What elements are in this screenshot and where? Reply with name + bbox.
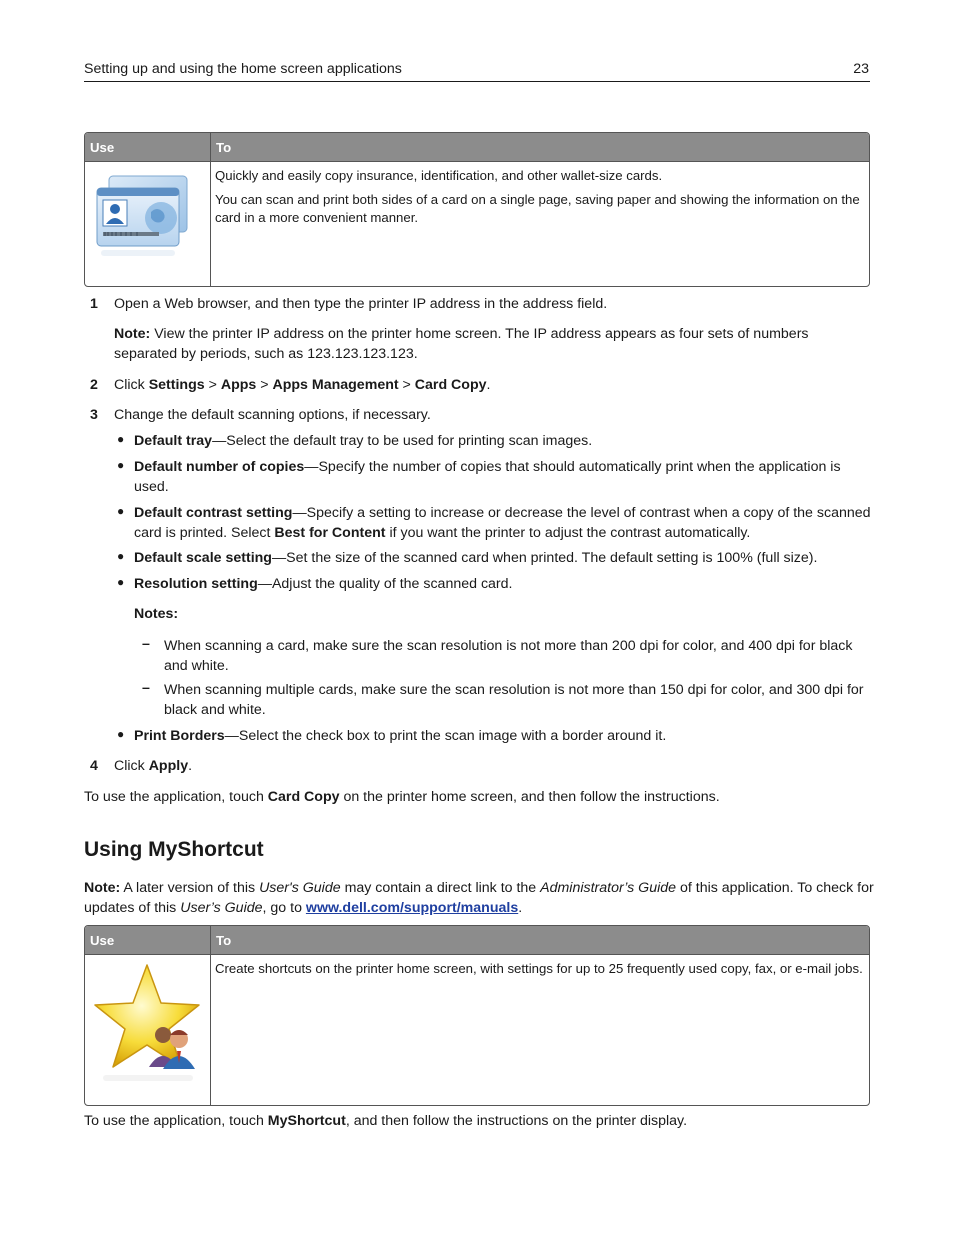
option-text: —Set the size of the scanned card when printed. The default setting is 100% (full size). — [271, 550, 818, 566]
option-text: —Select the default tray to be used for printing scan images. — [212, 433, 593, 449]
use-cell — [85, 955, 211, 1105]
usage-card-copy — [84, 787, 874, 807]
use-cell — [85, 162, 211, 286]
note-text: of this application. To check for updates of this — [84, 880, 874, 916]
dash-icon: – — [142, 680, 150, 696]
note-label: Note: — [84, 880, 121, 896]
table-description: You can scan and print both sides of a card on a single page, saving paper and showing the information on the card in a more convenient manner. — [215, 192, 860, 225]
step-number: 1 — [90, 296, 98, 312]
table-description: Create shortcuts on the printer home screen, with settings for up to 25 frequently used copy, fax, or e-mail jobs. — [215, 961, 863, 976]
path-separator: > — [256, 377, 273, 393]
bullet-icon: ● — [117, 549, 125, 563]
note-text: . — [518, 900, 523, 916]
bullet-icon: ● — [117, 575, 125, 589]
to-cell — [211, 955, 869, 1105]
option-text: —Select the check box to print the scan image with a border around it. — [224, 728, 667, 744]
option-label: Default scale setting — [134, 550, 272, 566]
usage-text: To use the application, touch — [84, 1113, 268, 1129]
step-4 — [90, 756, 880, 776]
note-text: A later version of this — [120, 880, 260, 896]
dash-icon: – — [142, 636, 150, 652]
column-header-to: To — [211, 926, 869, 955]
bullet-icon: ● — [117, 432, 125, 446]
table-description: Quickly and easily copy insurance, identification, and other wallet-size cards. — [215, 168, 663, 183]
note-scan-multiple: When scanning multiple cards, make sure the scan resolution is not more than 150 dpi for color, and 300 dpi for black and white. — [164, 682, 864, 718]
path-separator: > — [398, 377, 415, 393]
option-best-for-content: Best for Content — [274, 525, 386, 541]
dell-manuals-link[interactable]: www.dell.com/support/manuals — [305, 900, 519, 916]
option-default-copies — [134, 457, 874, 497]
note-text: , go to — [262, 900, 306, 916]
option-label: Default tray — [134, 433, 213, 449]
bullet-icon: ● — [117, 504, 125, 518]
column-header-use: Use — [85, 133, 211, 162]
option-print-borders — [134, 726, 874, 746]
option-label: Resolution setting — [134, 576, 258, 592]
step-number: 4 — [90, 758, 98, 774]
myshortcut-table — [84, 925, 870, 1106]
menu-apps-management: Apps Management — [272, 377, 399, 393]
app-name-card-copy: Card Copy — [267, 789, 340, 805]
app-name-myshortcut: MyShortcut — [267, 1113, 346, 1129]
note-ip-address — [114, 324, 864, 364]
step-text: . — [486, 377, 491, 393]
running-header-title: Setting up and using the home screen applications — [84, 61, 402, 77]
usage-text: , and then follow the instructions on the printer display. — [345, 1113, 688, 1129]
step-number: 3 — [90, 407, 98, 423]
step-text: . — [188, 758, 193, 774]
bullet-icon: ● — [117, 727, 125, 741]
option-label: Default contrast setting — [134, 505, 293, 521]
to-cell — [211, 162, 869, 286]
option-resolution — [134, 574, 874, 594]
note-scan-single: When scanning a card, make sure the scan resolution is not more than 200 dpi for color, and 400 dpi for black and white. — [164, 638, 853, 674]
path-separator: > — [204, 377, 221, 393]
option-default-contrast — [134, 503, 874, 543]
step-2 — [90, 375, 880, 395]
step-3 — [90, 405, 880, 425]
option-label: Default number of copies — [134, 459, 305, 475]
step-1 — [90, 294, 880, 314]
step-text: Click — [114, 758, 149, 774]
note-label: Note: — [114, 326, 151, 342]
note-italic-admin-guide: Administrator’s Guide — [540, 880, 677, 896]
table-header-row — [85, 133, 869, 162]
step-text: Click — [114, 377, 149, 393]
step-text: Open a Web browser, and then type the printer IP address in the address field. — [114, 296, 608, 312]
usage-text: on the printer home screen, and then follow the instructions. — [339, 789, 720, 805]
bullet-icon: ● — [117, 458, 125, 472]
note-text: View the printer IP address on the printer home screen. The IP address appears as four sets of numbers separated by periods, such as 123.123.123.123. — [114, 326, 809, 362]
table-row — [85, 162, 869, 286]
table-header-row — [85, 926, 869, 955]
page-number: 23 — [853, 61, 869, 77]
card-copy-icon — [93, 170, 189, 266]
usage-text: To use the application, touch — [84, 789, 268, 805]
option-default-scale — [134, 548, 874, 568]
option-default-tray — [134, 431, 874, 451]
menu-settings: Settings — [148, 377, 205, 393]
step-number: 2 — [90, 377, 98, 393]
notes-label — [134, 604, 434, 624]
column-header-to: To — [211, 133, 869, 162]
section-heading: Using MyShortcut — [84, 838, 264, 861]
note-italic-users-guide: User's Guide — [259, 880, 341, 896]
option-text: —Specify a setting to increase or decrease the level of contrast when a copy of the scanned card is printed. Select — [134, 505, 871, 541]
option-text: —Specify the number of copies that should automatically print when the application is used. — [134, 459, 841, 495]
note-later-version — [84, 878, 874, 918]
option-text: if you want the printer to adjust the contrast automatically. — [385, 525, 751, 541]
note-text: may contain a direct link to the — [340, 880, 541, 896]
card-copy-table — [84, 132, 870, 287]
notes-heading: Notes: — [134, 606, 179, 622]
option-label: Print Borders — [134, 728, 225, 744]
usage-myshortcut — [84, 1111, 874, 1131]
button-apply-label: Apply — [148, 758, 189, 774]
myshortcut-star-icon — [93, 963, 201, 1093]
note-italic-users-guide: User’s Guide — [180, 900, 263, 916]
header-rule — [84, 81, 870, 82]
menu-apps: Apps — [220, 377, 257, 393]
option-text: —Adjust the quality of the scanned card. — [257, 576, 513, 592]
menu-card-copy: Card Copy — [414, 377, 487, 393]
column-header-use: Use — [85, 926, 211, 955]
step-text: Change the default scanning options, if necessary. — [114, 407, 431, 423]
table-row — [85, 955, 869, 1105]
